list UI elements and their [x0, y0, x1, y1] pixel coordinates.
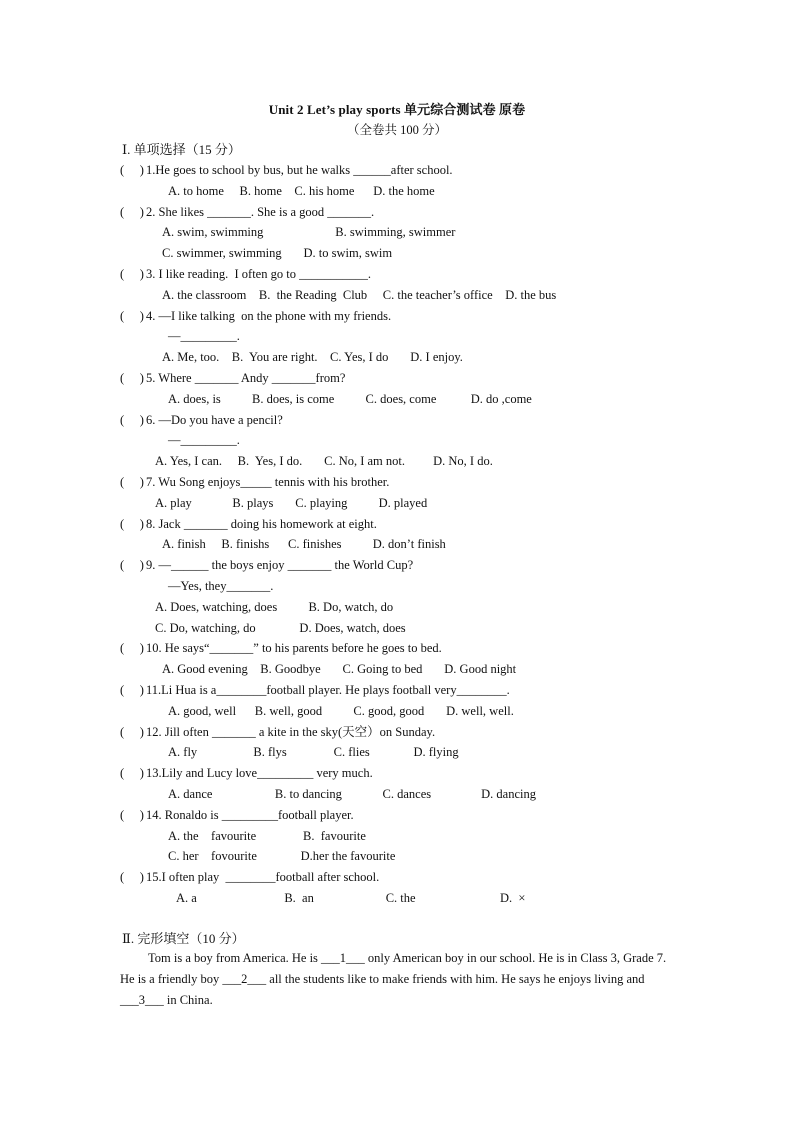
question-response-line: —_________.	[168, 433, 240, 448]
question-options: A. Me, too. B. You are right. C. Yes, I do D. I enjoy.	[162, 350, 463, 365]
question-options: A. dance B. to dancing C. dances D. dancing	[168, 787, 536, 801]
answer-blank[interactable]: ( )	[120, 475, 144, 489]
page-title: Unit 2 Let’s play sports 单元综合测试卷 原卷	[268, 102, 526, 117]
question-stem: 9. —______ the boys enjoy _______ the World Cup?	[146, 558, 414, 573]
page-subtitle: （全卷共 100 分）	[346, 123, 447, 137]
answer-blank[interactable]: ( )	[120, 267, 144, 281]
question-stem: 11.Li Hua is a________football player. He plays football very________.	[146, 683, 510, 697]
answer-blank[interactable]: ( )	[120, 558, 144, 573]
section-2-heading: Ⅱ. 完形填空（10 分）	[122, 931, 245, 946]
question-options: A. finish B. finishs C. finishes D. don’t finish	[162, 537, 446, 552]
answer-blank[interactable]: ( )	[120, 870, 144, 885]
question-options: C. Do, watching, do D. Does, watch, does	[155, 620, 406, 635]
answer-blank[interactable]: ( )	[120, 516, 144, 531]
question-options: A. a B. an C. the D. ×	[176, 891, 526, 905]
question-stem: 6. —Do you have a pencil?	[146, 412, 283, 427]
question-options: A. good, well B. well, good C. good, good D. well, well.	[168, 703, 514, 718]
question-options: A. play B. plays C. playing D. played	[155, 495, 428, 510]
question-options: A. does, is B. does, is come C. does, come D. do ,come	[168, 391, 532, 406]
answer-blank[interactable]: ( )	[120, 807, 144, 822]
answer-blank[interactable]: ( )	[120, 412, 144, 427]
question-stem: 8. Jack _______ doing his homework at eight.	[146, 516, 377, 531]
question-options: A. Yes, I can. B. Yes, I do. C. No, I am not. D. No, I do.	[155, 454, 493, 469]
question-stem: 13.Lily and Lucy love_________ very much.	[146, 766, 373, 781]
question-options: A. Does, watching, does B. Do, watch, do	[155, 599, 394, 614]
question-response-line: —_________.	[168, 329, 240, 344]
question-options: A. to home B. home C. his home D. the home	[168, 183, 435, 198]
question-stem: 2. She likes _______. She is a good _______.	[146, 204, 375, 219]
question-stem: 1.He goes to school by bus, but he walks ______after school.	[146, 163, 453, 177]
answer-blank[interactable]: ( )	[120, 641, 144, 656]
question-stem: 12. Jill often _______ a kite in the sky(天空）on Sunday.	[146, 724, 436, 739]
question-options: A. fly B. flys C. flies D. flying	[168, 745, 459, 760]
answer-blank[interactable]: ( )	[120, 766, 144, 781]
answer-blank[interactable]: ( )	[120, 683, 144, 697]
answer-blank[interactable]: ( )	[120, 163, 144, 177]
question-stem: 4. —I like talking on the phone with my friends.	[146, 308, 392, 323]
question-stem: 3. I like reading. I often go to ___________.	[146, 267, 371, 281]
question-options: C. her fovourite D.her the favourite	[168, 849, 396, 864]
answer-blank[interactable]: ( )	[120, 724, 144, 739]
answer-blank[interactable]: ( )	[120, 308, 144, 323]
question-stem: 14. Ronaldo is _________football player.	[146, 807, 354, 822]
question-stem: 15.I often play ________football after school.	[146, 870, 380, 885]
question-stem: 10. He says“_______” to his parents before he goes to bed.	[146, 641, 442, 656]
question-stem: 7. Wu Song enjoys_____ tennis with his brother.	[146, 475, 390, 489]
question-options: A. the classroom B. the Reading Club C. the teacher’s office D. the bus	[162, 287, 557, 302]
question-response-line: —Yes, they_______.	[168, 579, 274, 593]
question-options: A. swim, swimming B. swimming, swimmer	[162, 225, 456, 240]
answer-blank[interactable]: ( )	[120, 371, 144, 385]
section-1-heading: Ⅰ. 单项选择（15 分）	[122, 142, 241, 157]
question-options: A. Good evening B. Goodbye C. Going to bed D. Good night	[162, 662, 517, 677]
cloze-passage: Tom is a boy from America. He is ___1___ only American boy in our school. He is in Class 3, Grade 7. He is a friendly boy ___2___ all the students like to make friends with him. He says he enjoys living and ___3___ in China.	[120, 951, 667, 1007]
answer-blank[interactable]: ( )	[120, 204, 144, 219]
question-options: C. swimmer, swimming D. to swim, swim	[162, 246, 393, 261]
question-options: A. the favourite B. favourite	[168, 828, 366, 843]
question-stem: 5. Where _______ Andy _______from?	[146, 371, 346, 385]
